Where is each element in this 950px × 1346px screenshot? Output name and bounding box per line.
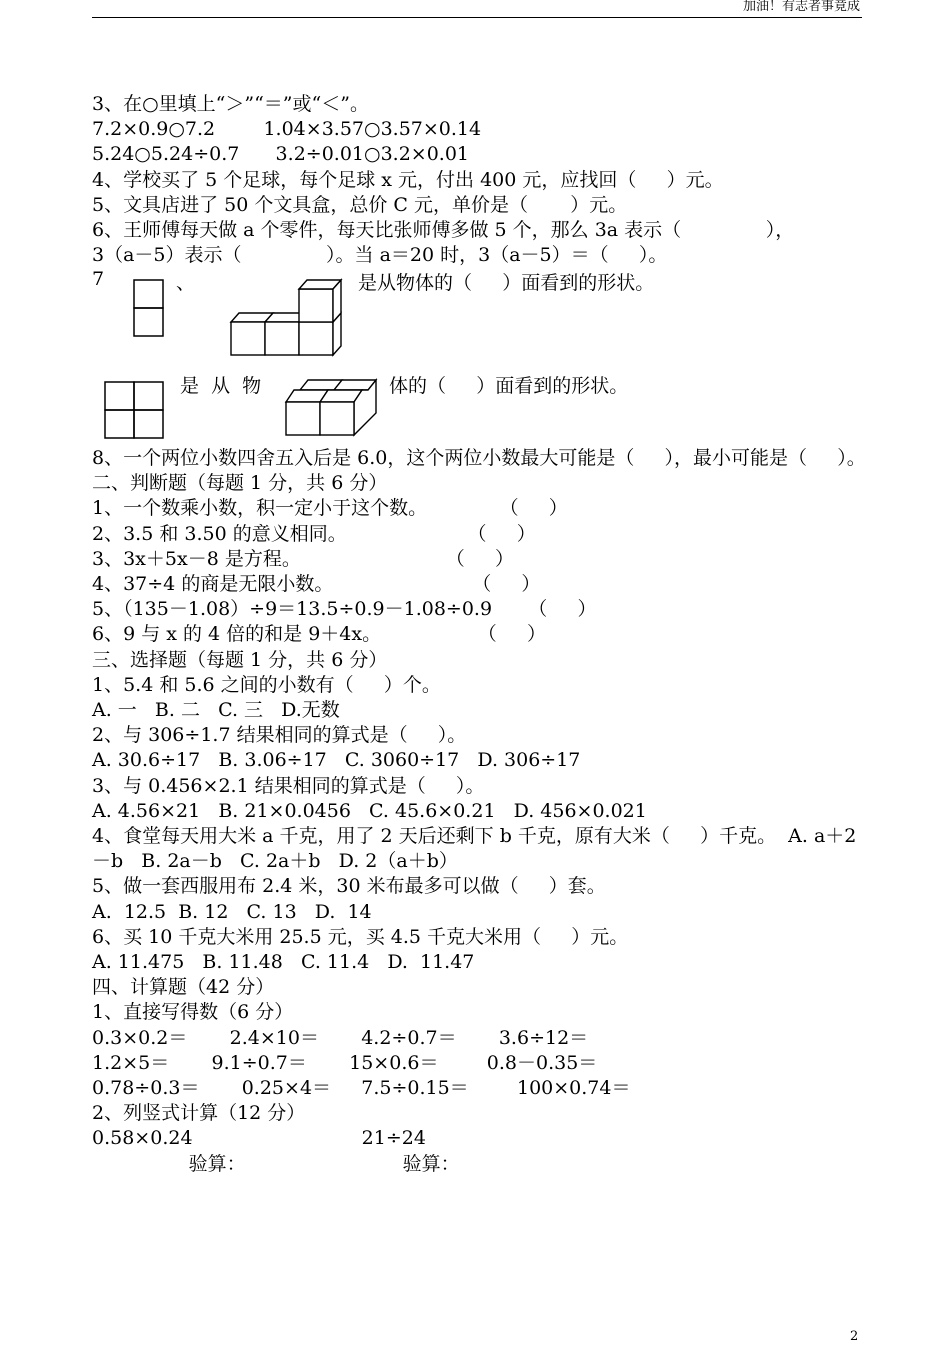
judge-1: 1、一个数乘小数，积一定小于这个数。 （ ） bbox=[92, 497, 568, 520]
judge-6: 6、9 与 x 的 4 倍的和是 9＋4x。 （ ） bbox=[92, 623, 546, 646]
q8: 8、一个两位小数四舍五入后是 6.0，这个两位小数最大可能是（ ），最小可能是（ ）。 bbox=[92, 447, 866, 469]
q3-title: 3、在○里填上“＞”“＝”或“＜”。 bbox=[92, 93, 369, 115]
q7-cube-stack-2 bbox=[284, 378, 379, 440]
q7-number: 7 bbox=[92, 268, 105, 290]
choice-1-question: 1、5.4 和 5.6 之间的小数有（ ）个。 bbox=[92, 673, 441, 696]
question-block-top bbox=[92, 92, 867, 268]
page-header bbox=[92, 0, 862, 18]
q4: 4、学校买了 5 个足球，每个足球 x 元，付出 400 元，应找回（ ）元。 bbox=[92, 168, 724, 191]
q7-line-1-text: 是从物体的（ ）面看到的形状。 bbox=[358, 272, 655, 294]
page-number: 2 bbox=[850, 1329, 859, 1344]
vertical-calc-problems: 0.58×0.24 21÷24 bbox=[92, 1127, 426, 1150]
q3-row-1: 7.2×0.9○7.2 1.04×3.57○3.57×0.14 bbox=[92, 118, 482, 141]
choice-6-options: A. 11.475 B. 11.48 C. 11.4 D. 11.47 bbox=[92, 951, 475, 974]
calc-2-title: 2、列竖式计算（12 分） bbox=[92, 1102, 306, 1125]
section-4-title: 四、计算题（42 分） bbox=[92, 976, 275, 999]
q7-cube-stack-1 bbox=[229, 278, 344, 360]
section-3-title: 三、选择题（每题 1 分，共 6 分） bbox=[92, 648, 388, 671]
choice-2-question: 2、与 306÷1.7 结果相同的算式是（ ）。 bbox=[92, 724, 467, 747]
q7-view-shape-2 bbox=[104, 381, 166, 441]
q7-line-2-left: 是 从 物 bbox=[180, 375, 262, 397]
judge-3: 3、3x＋5x－8 是方程。 （ ） bbox=[92, 547, 514, 570]
judge-5: 5、（135－1.08）÷9＝13.5÷0.9－1.08÷0.9 （ ） bbox=[92, 598, 597, 621]
q6-line-2: 3（a－5）表示（ ）。当 a＝20 时，3（a－5）＝（ ）。 bbox=[92, 244, 668, 267]
question-block-bottom bbox=[92, 446, 867, 1177]
q6-line-1: 6、王师傅每天做 a 个零件，每天比张师傅多做 5 个，那么 3a 表示（ ）， bbox=[92, 219, 795, 242]
section-2-title: 二、判断题（每题 1 分，共 6 分） bbox=[92, 472, 388, 495]
q7-comma: 、 bbox=[176, 272, 196, 294]
choice-5-options: A. 12.5 B. 12 C. 13 D. 14 bbox=[92, 900, 372, 923]
header-motto: 加油！有志者事竟成 bbox=[742, 0, 860, 14]
judge-4: 4、37÷4 的商是无限小数。 （ ） bbox=[92, 573, 541, 596]
choice-6-question: 6、买 10 千克大米用 25.5 元，买 4.5 千克大米用（ ）元。 bbox=[92, 925, 629, 948]
choice-5-question: 5、做一套西服用布 2.4 米，30 米布最多可以做（ ）套。 bbox=[92, 875, 606, 898]
check-labels: 验算： 验算： bbox=[92, 1152, 460, 1175]
choice-1-options: A. 一 B. 二 C. 三 D.无数 bbox=[92, 699, 340, 722]
choice-2-options: A. 30.6÷17 B. 3.06÷17 C. 3060÷17 D. 306÷17 bbox=[92, 749, 581, 772]
choice-3-question: 3、与 0.456×2.1 结果相同的算式是（ ）。 bbox=[92, 774, 485, 797]
calc-row-2: 1.2×5＝ 9.1÷0.7＝ 15×0.6＝ 0.8－0.35＝ bbox=[92, 1051, 598, 1074]
calc-1-title: 1、直接写得数（6 分） bbox=[92, 1001, 294, 1024]
q7-line-2-right: 体的（ ）面看到的形状。 bbox=[389, 375, 629, 397]
calc-row-1: 0.3×0.2＝ 2.4×10＝ 4.2÷0.7＝ 3.6÷12＝ bbox=[92, 1026, 589, 1049]
choice-3-options: A. 4.56×21 B. 21×0.0456 C. 45.6×0.21 D. 456×0.021 bbox=[92, 799, 647, 822]
judge-2: 2、3.5 和 3.50 的意义相同。 （ ） bbox=[92, 522, 536, 545]
q3-row-2: 5.24○5.24÷0.7 3.2÷0.01○3.2×0.01 bbox=[92, 143, 470, 166]
calc-row-3: 0.78÷0.3＝ 0.25×4＝ 7.5÷0.15＝ 100×0.74＝ bbox=[92, 1077, 631, 1100]
q5: 5、文具店进了 50 个文具盒，总价 C 元，单价是（ ）元。 bbox=[92, 193, 628, 216]
choice-4-question: 4、食堂每天用大米 a 千克，用了 2 天后还剩下 b 千克，原有大米（ ）千克。 A. a＋2－b B. 2a－b C. 2a＋b D. 2（a＋b） bbox=[92, 825, 857, 873]
q7-view-shape-1 bbox=[133, 279, 165, 339]
